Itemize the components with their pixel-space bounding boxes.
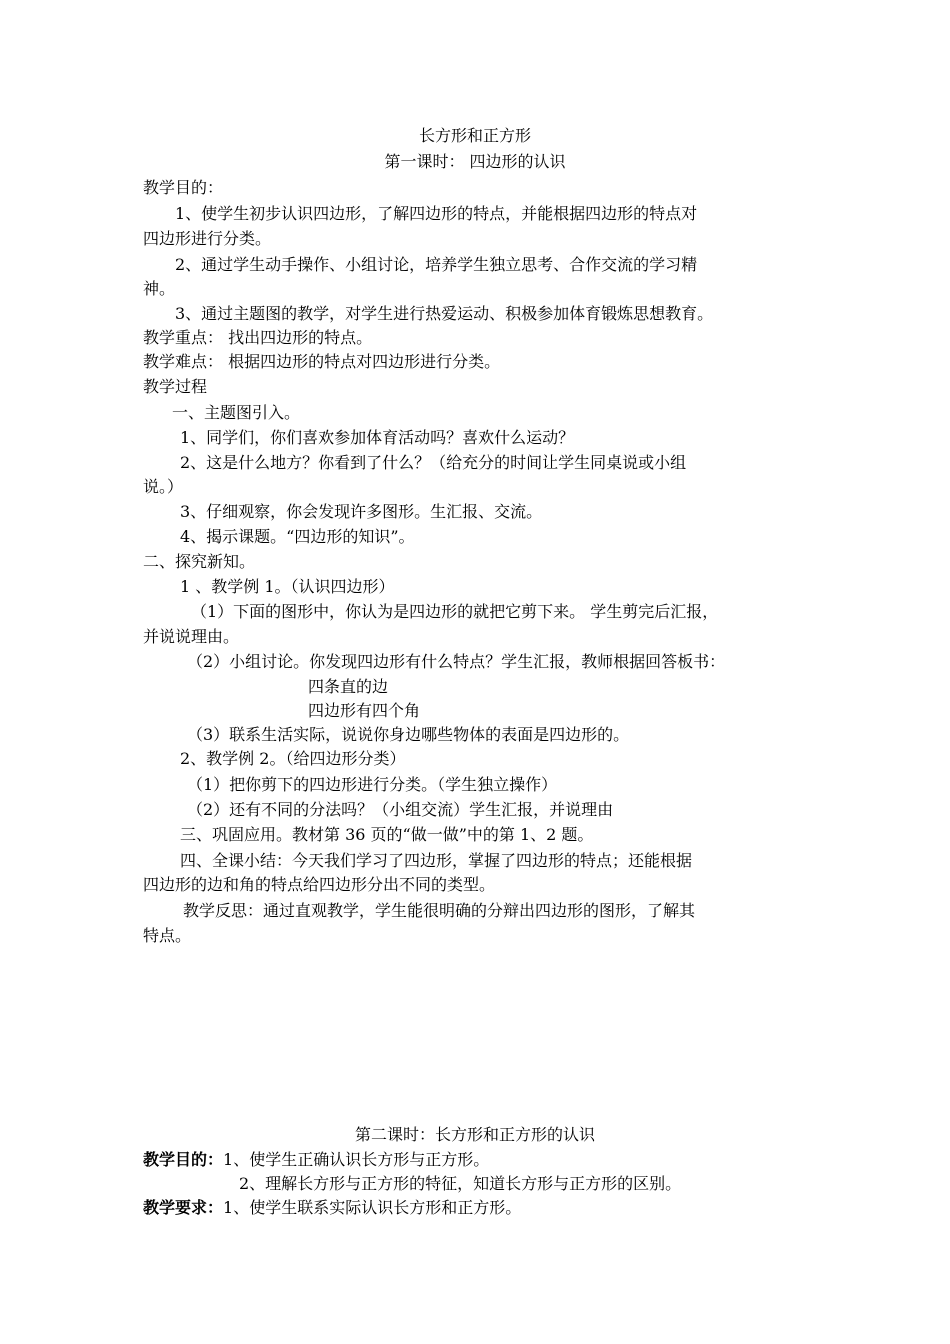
lesson2-req-label: 教学要求： [143, 1198, 224, 1217]
example1-step1-line2: 并说说理由。 [143, 627, 240, 646]
lesson1-goal1-line2: 四边形进行分类。 [143, 229, 272, 248]
example1-step2: （2）小组讨论。你发现四边形有什么特点？学生汇报，教师根据回答板书： [187, 652, 726, 671]
lesson2-goal2: 2、理解长方形与正方形的特征，知道长方形与正方形的区别。 [239, 1174, 682, 1193]
section4-line1: 四、全课小结：今天我们学习了四边形，掌握了四边形的特点；还能根据 [180, 851, 693, 870]
example1-step3: （3）联系生活实际，说说你身边哪些物体的表面是四边形的。 [187, 725, 630, 744]
reflection-line1: 教学反思：通过直观教学，学生能很明确的分辩出四边形的图形，了解其 [183, 901, 696, 920]
lesson1-key-point: 教学重点： 找出四边形的特点。 [143, 328, 373, 347]
lesson2-goal-label: 教学目的： [143, 1150, 224, 1169]
board-line1: 四条直的边 [308, 677, 389, 696]
lesson1-goal2-line2: 神。 [143, 279, 176, 298]
lesson1-goal-label: 教学目的： [143, 178, 224, 197]
example2-step1: （1）把你剪下的四边形进行分类。（学生独立操作） [187, 775, 558, 794]
example2-step2: （2）还有不同的分法吗？（小组交流）学生汇报，并说理由 [187, 800, 614, 819]
lesson2-goal1: 1、使学生正确认识长方形与正方形。 [223, 1150, 490, 1169]
section1-item4: 4、揭示课题。“四边形的知识”。 [180, 527, 415, 546]
section4-line2: 四边形的边和角的特点给四边形分出不同的类型。 [143, 875, 496, 894]
lesson1-goal1-line1: 1、使学生初步认识四边形，了解四边形的特点，并能根据四边形的特点对 [175, 204, 698, 223]
lesson1-difficulty: 教学难点： 根据四边形的特点对四边形进行分类。 [143, 352, 501, 371]
lesson2-req1: 1、使学生联系实际认识长方形和正方形。 [223, 1198, 522, 1217]
section2-title: 二、探究新知。 [143, 552, 256, 571]
section1-title: 一、主题图引入。 [172, 403, 301, 422]
lesson1-heading: 第一课时： 四边形的认识 [384, 152, 566, 171]
lesson2-heading: 第二课时：长方形和正方形的认识 [354, 1125, 595, 1144]
lesson1-goal3: 3、通过主题图的教学，对学生进行热爱运动、积极参加体育锻炼思想教育。 [175, 304, 714, 323]
section1-item3: 3、仔细观察，你会发现许多图形。生汇报、交流。 [180, 502, 543, 521]
section1-item2-line1: 2、这是什么地方？你看到了什么？（给充分的时间让学生同桌说或小组 [180, 453, 687, 472]
section1-item2-line2: 说。） [143, 477, 184, 496]
lesson1-process-label: 教学过程 [143, 377, 208, 396]
example2-title: 2、教学例 2。（给四边形分类） [180, 749, 406, 768]
example1-title: 1 、教学例 1。（认识四边形） [180, 577, 395, 596]
doc-title: 长方形和正方形 [418, 126, 531, 145]
example1-step1-line1: （1）下面的图形中，你认为是四边形的就把它剪下来。 学生剪完后汇报， [191, 602, 719, 621]
lesson2-goal-row [143, 1148, 489, 1172]
reflection-line2: 特点。 [143, 926, 192, 945]
lesson1-goal2-line1: 2、通过学生动手操作、小组讨论，培养学生独立思考、合作交流的学习精 [175, 255, 698, 274]
section3: 三、巩固应用。教材第 36 页的“做一做”中的第 1、2 题。 [180, 825, 594, 844]
section1-item1: 1、同学们，你们喜欢参加体育活动吗？喜欢什么运动？ [180, 428, 575, 447]
lesson2-req-row [143, 1196, 521, 1220]
board-line2: 四边形有四个角 [308, 701, 421, 720]
